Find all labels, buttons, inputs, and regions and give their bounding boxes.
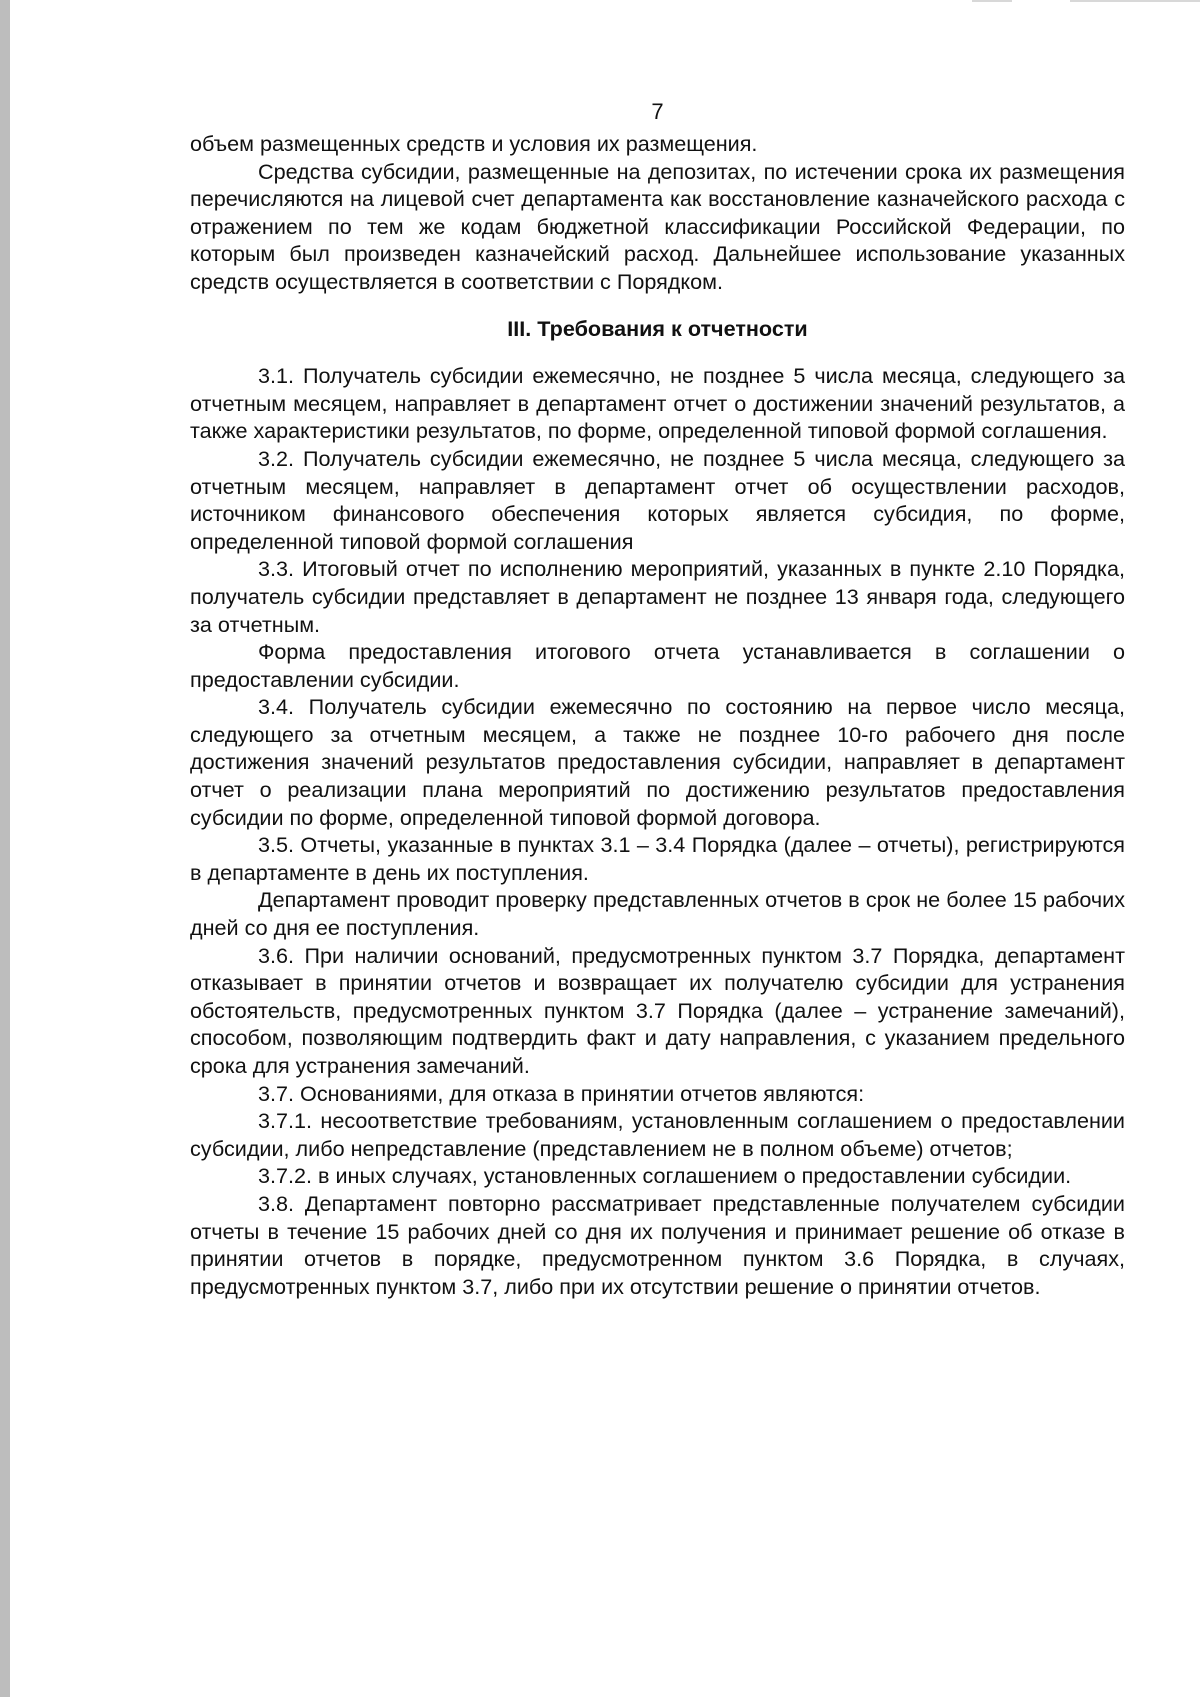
paragraph-3-7-2: 3.7.2. в иных случаях, установленных соглашением о предоставлении субсидии. bbox=[258, 1163, 1072, 1189]
paragraph-intro-1: объем размещенных средств и условия их размещения. bbox=[190, 131, 758, 156]
paragraph-3-5: 3.5. Отчеты, указанные в пунктах 3.1 – 3.4 Порядка (далее – отчеты), регистрируются в департаменте в день их поступления. bbox=[190, 832, 1125, 885]
paragraph-3-8: 3.8. Департамент повторно рассматривает представленные получателем субсидии отчеты в течение 15 рабочих дней со дня их получения и принимает решение об отказе в принятии отчетов в порядке, предусмотренном пунктом 3.6 Порядка, в случаях, предусмотренных пунктом 3.7, либо при их отсутствии решение о принятии отчетов. bbox=[190, 1190, 1125, 1299]
paragraph-3-1: 3.1. Получатель субсидии ежемесячно, не позднее 5 числа месяца, следующего за отчетным месяцем, направляет в департамент отчет о достижении значений результатов, а также характеристики результатов, по форме, определенной типовой формой соглашения. bbox=[190, 363, 1125, 444]
page-number: 7 bbox=[651, 99, 664, 124]
scan-top-mark bbox=[972, 0, 1012, 2]
paragraph-3-3-form: Форма предоставления итогового отчета устанавливается в соглашении о предоставлении субсидии. bbox=[190, 639, 1125, 692]
paragraph-3-4: 3.4. Получатель субсидии ежемесячно по состоянию на первое число месяца, следующего за отчетным месяцем, а также не позднее 10-го рабочего дня после достижения значений результатов предоставления субсидии, направляет в департамент отчет о реализации плана мероприятий по достижению результатов предоставления субсидии по форме, определенной типовой формой договора. bbox=[190, 694, 1125, 830]
paragraph-3-3: 3.3. Итоговый отчет по исполнению мероприятий, указанных в пункте 2.10 Порядка, получатель субсидии представляет в департамент не позднее 13 января года, следующего за отчетным. bbox=[190, 556, 1125, 637]
scan-top-mark bbox=[1070, 0, 1200, 2]
paragraph-3-2: 3.2. Получатель субсидии ежемесячно, не позднее 5 числа месяца, следующего за отчетным месяцем, направляет в департамент отчет об осуществлении расходов, источником финансового обеспечения которых является субсидия, по форме, определенной типовой формой соглашения bbox=[190, 445, 1125, 554]
scan-left-edge bbox=[0, 0, 10, 1697]
document-page bbox=[190, 98, 1125, 1300]
paragraph-3-5-check: Департамент проводит проверку представленных отчетов в срок не более 15 рабочих дней со дня ее поступления. bbox=[190, 887, 1125, 941]
paragraph-3-7: 3.7. Основаниями, для отказа в принятии отчетов являются: bbox=[258, 1080, 865, 1106]
paragraph-3-6: 3.6. При наличии оснований, предусмотренных пунктом 3.7 Порядка, департамент отказывает в принятии отчетов и возвращает их получателю субсидии для устранения обстоятельств, предусмотренных пунктом 3.7 Порядка (далее – устранение замечаний), способом, позволяющим подтвердить факт и дату направления, с указанием предельного срока для устранения замечаний. bbox=[190, 942, 1125, 1078]
section-heading: III. Требования к отчетности bbox=[507, 315, 808, 341]
paragraph-intro-2: Средства субсидии, размещенные на депозитах, по истечении срока их размещения перечисляются на лицевой счет департамента как восстановление казначейского расхода с отражением по тем же кодам бюджетной классификации Российской Федерации, по которым был произведен казначейский расход. Дальнейшее использование указанных средств осуществляется в соответствии с Порядком. bbox=[190, 158, 1125, 294]
paragraph-3-7-1: 3.7.1. несоответствие требованиям, установленным соглашением о предоставлении субсидии, либо непредставление (представлением не в полном объеме) отчетов; bbox=[190, 1108, 1125, 1161]
